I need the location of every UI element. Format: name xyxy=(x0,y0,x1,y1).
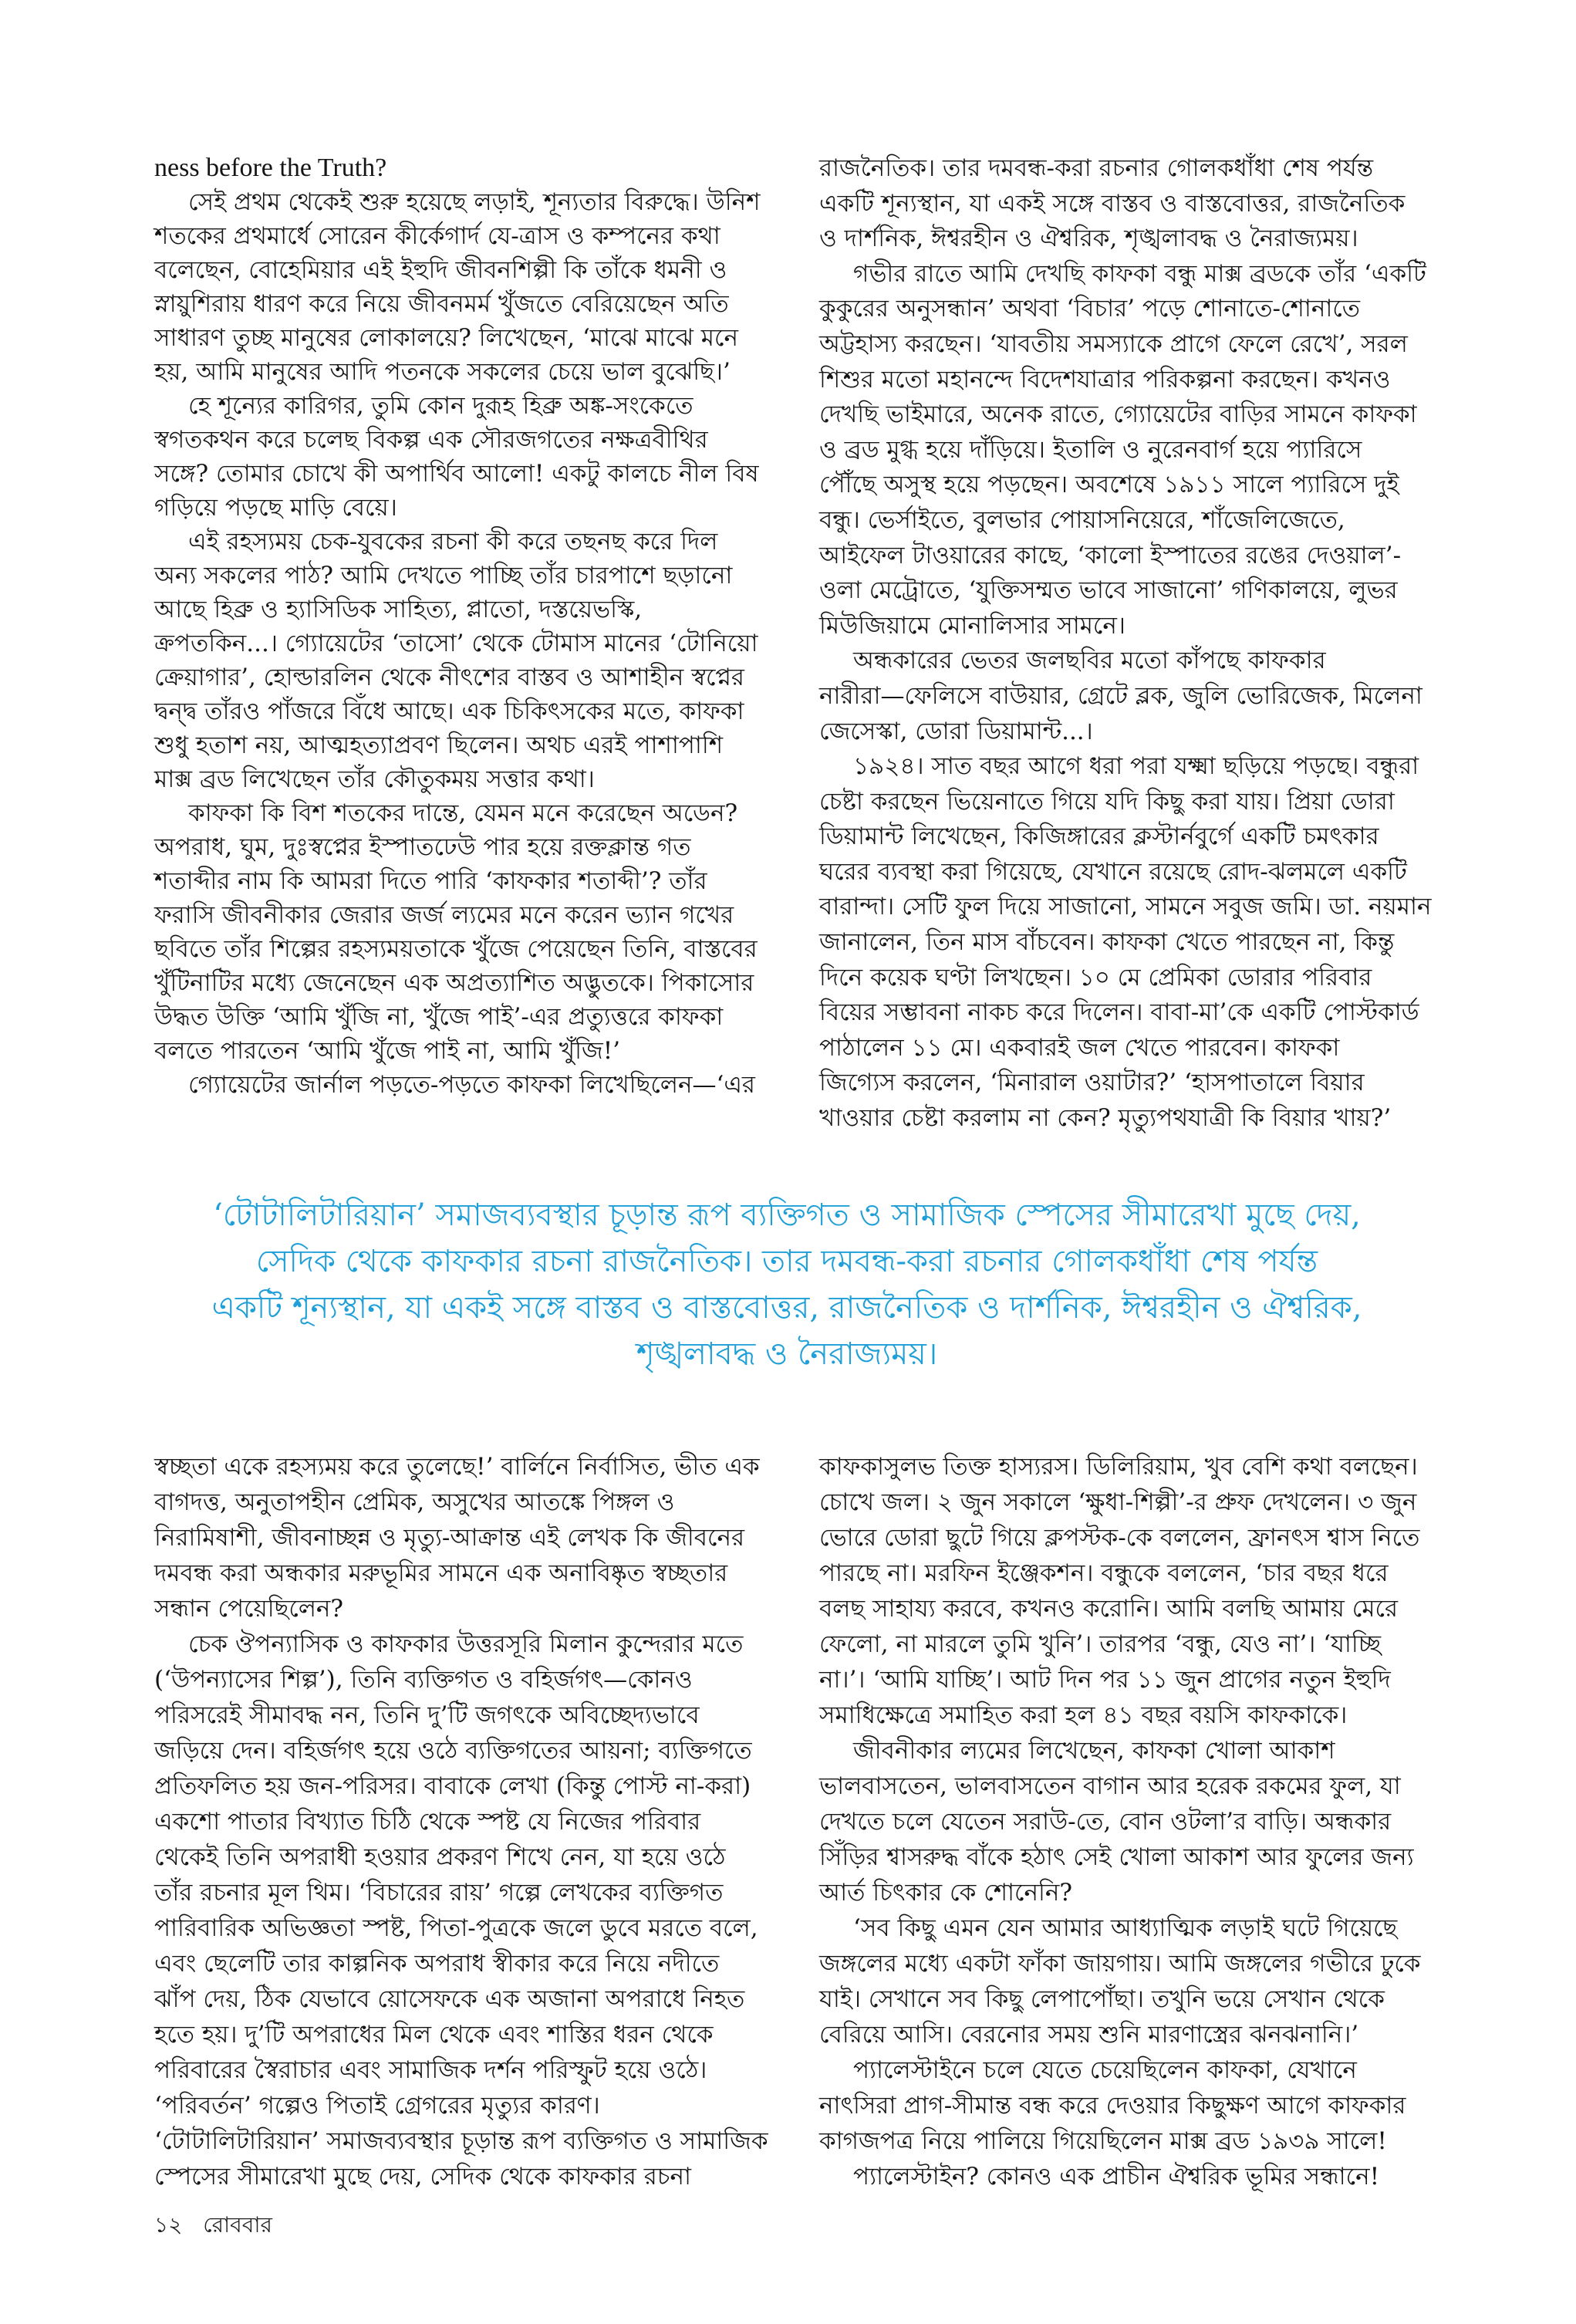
text-line: জড়িয়ে দেন। বহির্জগৎ হয়ে ওঠে ব্যক্তিগতের আয়না; ব্যক্তিগতে xyxy=(154,1737,752,1765)
text-line: দ্বন্দ্ব তাঁরও পাঁজরে বিঁধে আছে। এক চিকিৎসকের মতে, কাফকা xyxy=(154,698,744,725)
text-line: অন্য সকলের পাঠ? আমি দেখতে পাচ্ছি তাঁর চারপাশে ছড়ানো xyxy=(154,562,733,589)
text-line: পারছে না। মরফিন ইঞ্জেকশন। বন্ধুকে বললেন, ‘চার বছর ধরে xyxy=(819,1559,1389,1587)
magazine-name: রোববার xyxy=(203,2212,272,2238)
paragraph-start-line: ness before the Truth? xyxy=(154,154,387,182)
text-line: পরিবারের স্বৈরাচার এবং সামাজিক দর্শন পরিস্ফুট হয়ে ওঠে। xyxy=(154,2056,707,2084)
paragraph-start-line: প্যালেস্টাইন? কোনও এক প্রাচীন ঐশ্বরিক ভূমির সন্ধানে! xyxy=(853,2163,1380,2191)
text-line: বলতে পারতেন ‘আমি খুঁজে পাই না, আমি খুঁজি!’ xyxy=(154,1037,621,1065)
column-top-right xyxy=(819,151,1432,1137)
page-number: ১২ xyxy=(154,2212,183,2238)
text-line: জেসেস্কা, ডোরা ডিয়ামান্ট...। xyxy=(819,717,1093,745)
paragraph-start-line: হে শূন্যের কারিগর, তুমি কোন দুরূহ হিব্রু অঙ্ক-সংকেতে xyxy=(188,392,694,420)
text-line: বাগদত্ত, অনুতাপহীন প্রেমিক, অসুখের আতঙ্কে পিঙ্গল ও xyxy=(154,1488,675,1516)
text-line: ঘরের ব্যবস্থা করা গিয়েছে, যেখানে রয়েছে রোদ-ঝলমলে একটি xyxy=(819,857,1407,886)
text-line: এবং ছেলেটি তার কাল্পনিক অপরাধ স্বীকার করে নিয়ে নদীতে xyxy=(154,1950,720,1978)
text-line: গড়িয়ে পড়ছে মাড়ি বেয়ে। xyxy=(154,494,397,522)
text-line: দেখতে চলে যেতেন সরাউ-তে, বোন ওটলা’র বাড়ি। অন্ধকার xyxy=(819,1808,1392,1836)
text-line: স্নায়ুশিরায় ধারণ করে নিয়ে জীবনমর্ম খুঁজতে বেরিয়েছেন অতি xyxy=(154,290,729,318)
paragraph-start-line: অন্ধকারের ভেতর জলছবির মতো কাঁপছে কাফকার xyxy=(853,647,1326,675)
text-line: পাঠালেন ১১ মে। একবারই জল খেতে পারবেন। কাফকা xyxy=(819,1033,1340,1062)
text-line: নাৎসিরা প্রাগ-সীমান্ত বন্ধ করে দেওয়ার কিছুক্ষণ আগে কাফকার xyxy=(819,2092,1406,2120)
paragraph-start-line: চেক ঔপন্যাসিক ও কাফকার উত্তরসূরি মিলান কুন্দেরার মতে xyxy=(188,1630,744,1658)
text-line: হয়, আমি মানুষের আদি পতনকে সকলের চেয়ে ভাল বুঝেছি।’ xyxy=(154,358,731,386)
text-line: ফেলো, না মারলে তুমি খুনি’। তারপর ‘বন্ধু, যেও না’। ‘যাচ্ছি xyxy=(819,1630,1382,1658)
text-line: না।’। ‘আমি যাচ্ছি’। আট দিন পর ১১ জুন প্রাগের নতুন ইহুদি xyxy=(819,1666,1391,1694)
text-line: বেরিয়ে আসি। বেরনোর সময় শুনি মারণাস্ত্রের ঝনঝনানি।’ xyxy=(819,2021,1359,2049)
paragraph-start-line: গ্যোয়েটের জার্নাল পড়তে-পড়তে কাফকা লিখেছিলেন—‘এর xyxy=(188,1071,755,1099)
text-line: পরিসরেই সীমাবদ্ধ নন, তিনি দু’টি জগৎকে অবিচ্ছেদ্যভাবে xyxy=(154,1701,700,1729)
text-line: ভালবাসতেন, ভালবাসতেন বাগান আর হরেক রকমের ফুল, যা xyxy=(819,1772,1401,1800)
pull-quote-line: সেদিক থেকে কাফকার রচনা রাজনৈতিক। তার দমবন্ধ-করা রচনার গোলকধাঁধা শেষ পর্যন্ত xyxy=(255,1244,1318,1279)
text-line: সঙ্গে? তোমার চোখে কী অপার্থিব আলো! একটু কালচে নীল বিষ xyxy=(154,460,759,488)
text-line: সন্ধান পেয়েছিলেন? xyxy=(154,1595,344,1623)
paragraph-start-line: গভীর রাতে আমি দেখছি কাফকা বন্ধু মাক্স ব্রডকে তাঁর ‘একটি xyxy=(853,259,1426,288)
pull-quote xyxy=(154,1192,1419,1377)
text-line: শিশুর মতো মহানন্দে বিদেশযাত্রার পরিকল্পনা করছেন। কখনও xyxy=(819,365,1391,394)
text-line: শুধু হতাশ নয়, আত্মহত্যাপ্রবণ ছিলেন। অথচ এরই পাশাপাশি xyxy=(154,731,724,759)
text-line: মিউজিয়ামে মোনালিসার সামনে। xyxy=(819,611,1125,640)
paragraph-start-line: জীবনীকার ল্যমের লিখেছেন, কাফকা খোলা আকাশ xyxy=(853,1737,1335,1765)
pull-quote-line: একটি শূন্যস্থান, যা একই সঙ্গে বাস্তব ও বাস্তবোত্তর, রাজনৈতিক ও দার্শনিক, ঈশ্বরহীন ও ঐশ্বরিক, xyxy=(211,1290,1362,1326)
column-bottom-left xyxy=(154,1449,771,2194)
text-line: চেষ্টা করছেন ভিয়েনাতে গিয়ে যদি কিছু করা যায়। প্রিয়া ডোরা xyxy=(819,787,1395,816)
text-line: ছবিতে তাঁর শিল্পের রহস্যময়তাকে খুঁজে পেয়েছেন তিনি, বাস্তবের xyxy=(154,935,758,963)
text-line: আছে হিব্রু ও হ্যাসিডিক সাহিত্য, প্লাতো, দস্তয়েভস্কি, xyxy=(154,596,643,623)
text-line: অপরাধ, ঘুম, দুঃস্বপ্নের ইস্পাতঢেউ পার হয়ে রক্তক্লান্ত গত xyxy=(154,833,691,861)
text-line: দেখছি ভাইমারে, অনেক রাতে, গ্যোয়েটের বাড়ির সামনে কাফকা xyxy=(819,400,1417,429)
text-line: জানালেন, তিন মাস বাঁচবেন। কাফকা খেতে পারছেন না, কিন্তু xyxy=(819,928,1395,957)
text-line: আর্ত চিৎকার কে শোনেনি? xyxy=(819,1879,1073,1907)
text-line: জিগ্যেস করলেন, ‘মিনারাল ওয়াটার?’ ‘হাসপাতালে বিয়ার xyxy=(819,1069,1365,1097)
text-line: ঝাঁপ দেয়, ঠিক যেভাবে য়োসেফকে এক অজানা অপরাধে নিহত xyxy=(154,1985,745,2013)
text-line: ওলা মেট্রোতে, ‘যুক্তিসম্মত ভাবে সাজানো’ গণিকালয়ে, লুভর xyxy=(819,576,1398,605)
text-line: চোখে জল। ২ জুন সকালে ‘ক্ষুধা-শিল্পী’-র প্রুফ দেখলেন। ৩ জুন xyxy=(819,1488,1417,1516)
text-line: ‘টোটালিটারিয়ান’ সমাজব্যবস্থার চূড়ান্ত রূপ ব্যক্তিগত ও সামাজিক xyxy=(154,2127,768,2155)
page-footer xyxy=(154,2208,286,2245)
text-line: পারিবারিক অভিজ্ঞতা স্পষ্ট, পিতা-পুত্রকে জলে ডুবে মরতে বলে, xyxy=(154,1914,758,1942)
paragraph-start-line: স্বচ্ছতা একে রহস্যময় করে তুলেছে!’ বার্লিনে নির্বাসিত, ভীত এক xyxy=(154,1453,760,1481)
paragraph-start-line: কাফকাসুলভ তিক্ত হাস্যরস। ডিলিরিয়াম, খুব বেশি কথা বলছেন। xyxy=(819,1453,1418,1481)
text-line: খুঁটিনাটির মধ্যে জেনেছেন এক অপ্রত্যাশিত অদ্ভুতকে। পিকাসোর xyxy=(154,969,754,997)
paragraph-start-line: প্যালেস্টাইনে চলে যেতে চেয়েছিলেন কাফকা, যেখানে xyxy=(853,2056,1357,2084)
text-line: উদ্ধত উক্তি ‘আমি খুঁজি না, খুঁজে পাই’-এর প্রত্যুত্তরে কাফকা xyxy=(154,1003,724,1031)
text-line: যাই। সেখানে সব কিছু লেপাপোঁছা। তখুনি ভয়ে সেখান থেকে xyxy=(819,1985,1385,2013)
text-line: তাঁর রচনার মূল থিম। ‘বিচারের রায়’ গল্পে লেখকের ব্যক্তিগত xyxy=(154,1879,724,1907)
text-line: দিনে কয়েক ঘণ্টা লিখছেন। ১০ মে প্রেমিকা ডোরার পরিবার xyxy=(819,963,1372,991)
pull-quote-line: শৃঙ্খলাবদ্ধ ও নৈরাজ্যময়। xyxy=(636,1336,938,1372)
text-line: হতে হয়। দু’টি অপরাধের মিল থেকে এবং শাস্তির ধরন থেকে xyxy=(154,2021,714,2049)
paragraph-start-line: কাফকা কি বিশ শতকের দান্তে, যেমন মনে করেছেন অডেন? xyxy=(188,799,738,827)
text-line: খাওয়ার চেষ্টা করলাম না কেন? মৃত্যুপথযাত্রী কি বিয়ার খায়?’ xyxy=(819,1104,1392,1133)
text-line: ক্রেয়াগার’, হোল্ডারলিন থেকে নীৎশের বাস্তব ও আশাহীন স্বপ্নের xyxy=(154,664,744,691)
text-line: শতাব্দীর নাম কি আমরা দিতে পারি ‘কাফকার শতাব্দী’? তাঁর xyxy=(154,867,707,895)
text-line: ‘পরিবর্তন’ গল্পেও পিতাই গ্রেগরের মৃত্যুর কারণ। xyxy=(154,2092,600,2120)
text-line: ভোরে ডোরা ছুটে গিয়ে ক্লপস্টক-কে বললেন, ফ্রানৎস শ্বাস নিতে xyxy=(819,1524,1420,1552)
text-line: বন্ধু। ভের্সাইতে, বুলভার পোয়াসনিয়েরে, শাঁজেলিজেতে, xyxy=(819,505,1345,534)
paragraph-start-line: রাজনৈতিক। তার দমবন্ধ-করা রচনার গোলকধাঁধা শেষ পর্যন্ত xyxy=(819,154,1374,182)
text-line: প্রতিফলিত হয় জন-পরিসর। বাবাকে লেখা (কিন্তু পোস্ট না-করা) xyxy=(154,1772,751,1800)
text-line: নিরামিষাশী, জীবনাচ্ছন্ন ও মৃত্যু-আক্রান্ত এই লেখক কি জীবনের xyxy=(154,1524,745,1552)
text-line: সমাধিক্ষেত্রে সমাহিত করা হল ৪১ বছর বয়সি কাফকাকে। xyxy=(819,1701,1348,1729)
text-line: স্পেসের সীমারেখা মুছে দেয়, সেদিক থেকে কাফকার রচনা xyxy=(154,2163,691,2191)
text-line: ও দার্শনিক, ঈশ্বরহীন ও ঐশ্বরিক, শৃঙ্খলাবদ্ধ ও নৈরাজ্যময়। xyxy=(819,225,1358,253)
text-line: বিয়ের সম্ভাবনা নাকচ করে দিলেন। বাবা-মা’কে একটি পোস্টকার্ড xyxy=(819,998,1419,1027)
text-line: সিঁড়ির শ্বাসরুদ্ধ বাঁকে হঠাৎ সেই খোলা আকাশ আর ফুলের জন্য xyxy=(819,1843,1414,1871)
text-line: ফরাসি জীবনীকার জেরার জর্জ ল্যমের মনে করেন ভ্যান গখের xyxy=(154,901,734,929)
text-line: ক্রপতকিন...। গ্যোয়েটের ‘তাসো’ থেকে টোমাস মানের ‘টোনিয়ো xyxy=(154,630,758,657)
text-line: অট্টহাস্য করছেন। ‘যাবতীয় সমস্যাকে প্রাগে ফেলে রেখে’, সরল xyxy=(819,329,1408,358)
text-line: শতকের প্রথমার্ধে সোরেন কীর্কেগার্দ যে-ত্রাস ও কম্পনের কথা xyxy=(154,222,721,250)
text-line: সাধারণ তুচ্ছ মানুষের লোকালয়ে? লিখেছেন, ‘মাঝে মাঝে মনে xyxy=(154,324,738,352)
text-line: মাক্স ব্রড লিখেছেন তাঁর কৌতুকময় সত্তার কথা। xyxy=(154,765,595,793)
text-line: জঙ্গলের মধ্যে একটা ফাঁকা জায়গায়। আমি জঙ্গলের গভীরে ঢুকে xyxy=(819,1950,1421,1978)
pull-quote-line: ‘টোটালিটারিয়ান’ সমাজব্যবস্থার চূড়ান্ত রূপ ব্যক্তিগত ও সামাজিক স্পেসের সীমারেখা মুছে দেয়, xyxy=(213,1197,1361,1233)
paragraph-start-line: এই রহস্যময় চেক-যুবকের রচনা কী করে তছনছ করে দিল xyxy=(188,528,718,556)
text-line: কাগজপত্র নিয়ে পালিয়ে গিয়েছিলেন মাক্স ব্রড ১৯৩৯ সালে! xyxy=(819,2127,1387,2155)
text-line: পৌঁছে অসুস্থ হয়ে পড়ছেন। অবশেষে ১৯১১ সালে প্যারিসে দুই xyxy=(819,471,1399,499)
text-line: কুকুরের অনুসন্ধান’ অথবা ‘বিচার’ পড়ে শোনাতে-শোনাতে xyxy=(819,295,1361,323)
text-line: দমবন্ধ করা অন্ধকার মরুভূমির সামনে এক অনাবিষ্কৃত স্বচ্ছতার xyxy=(154,1559,728,1587)
text-line: থেকেই তিনি অপরাধী হওয়ার প্রকরণ শিখে নেন, যা হয়ে ওঠে xyxy=(154,1843,726,1871)
text-line: স্বগতকথন করে চলেছ বিকল্প এক সৌরজগতের নক্ষত্রবীথির xyxy=(154,426,708,454)
text-line: একশো পাতার বিখ্যাত চিঠি থেকে স্পষ্ট যে নিজের পরিবার xyxy=(154,1808,701,1836)
text-line: বলেছেন, বোহেমিয়ার এই ইহুদি জীবনশিল্পী কি তাঁকে ধমনী ও xyxy=(154,256,727,284)
text-line: নারীরা—ফেলিসে বাউয়ার, গ্রেটে ব্লক, জুলি ভোরিজেক, মিলেনা xyxy=(819,681,1422,710)
column-top-left xyxy=(154,151,771,1102)
text-line: আইফেল টাওয়ারের কাছে, ‘কালো ইস্পাতের রঙের দেওয়াল’- xyxy=(819,541,1402,569)
text-line: ও ব্রড মুগ্ধ হয়ে দাঁড়িয়ে। ইতালি ও নুরেনবার্গ হয়ে প্যারিসে xyxy=(819,435,1362,464)
text-line: একটি শূন্যস্থান, যা একই সঙ্গে বাস্তব ও বাস্তবোত্তর, রাজনৈতিক xyxy=(819,189,1406,218)
text-line: ডিয়ামান্ট লিখেছেন, কিজিঙ্গারের ক্লস্টার্নবুর্গে একটি চমৎকার xyxy=(819,823,1379,851)
text-line: বারান্দা। সেটি ফুল দিয়ে সাজানো, সামনে সবুজ জমি। ডা. নয়মান xyxy=(819,893,1432,921)
paragraph-start-line: সেই প্রথম থেকেই শুরু হয়েছে লড়াই, শূন্যতার বিরুদ্ধে। উনিশ xyxy=(188,188,761,216)
paragraph-start-line: ১৯২৪। সাত বছর আগে ধরা পরা যক্ষ্মা ছড়িয়ে পড়ছে। বন্ধুরা xyxy=(853,752,1419,781)
paragraph-start-line: ‘সব কিছু এমন যেন আমার আধ্যাত্মিক লড়াই ঘটে গিয়েছে xyxy=(853,1914,1398,1942)
column-bottom-right xyxy=(819,1449,1421,2194)
text-line: বলছ সাহায্য করবে, কখনও করোনি। আমি বলছি আমায় মেরে xyxy=(819,1595,1399,1623)
text-line: (‘উপন্যাসের শিল্প’), তিনি ব্যক্তিগত ও বহির্জগৎ—কোনও xyxy=(154,1666,693,1694)
